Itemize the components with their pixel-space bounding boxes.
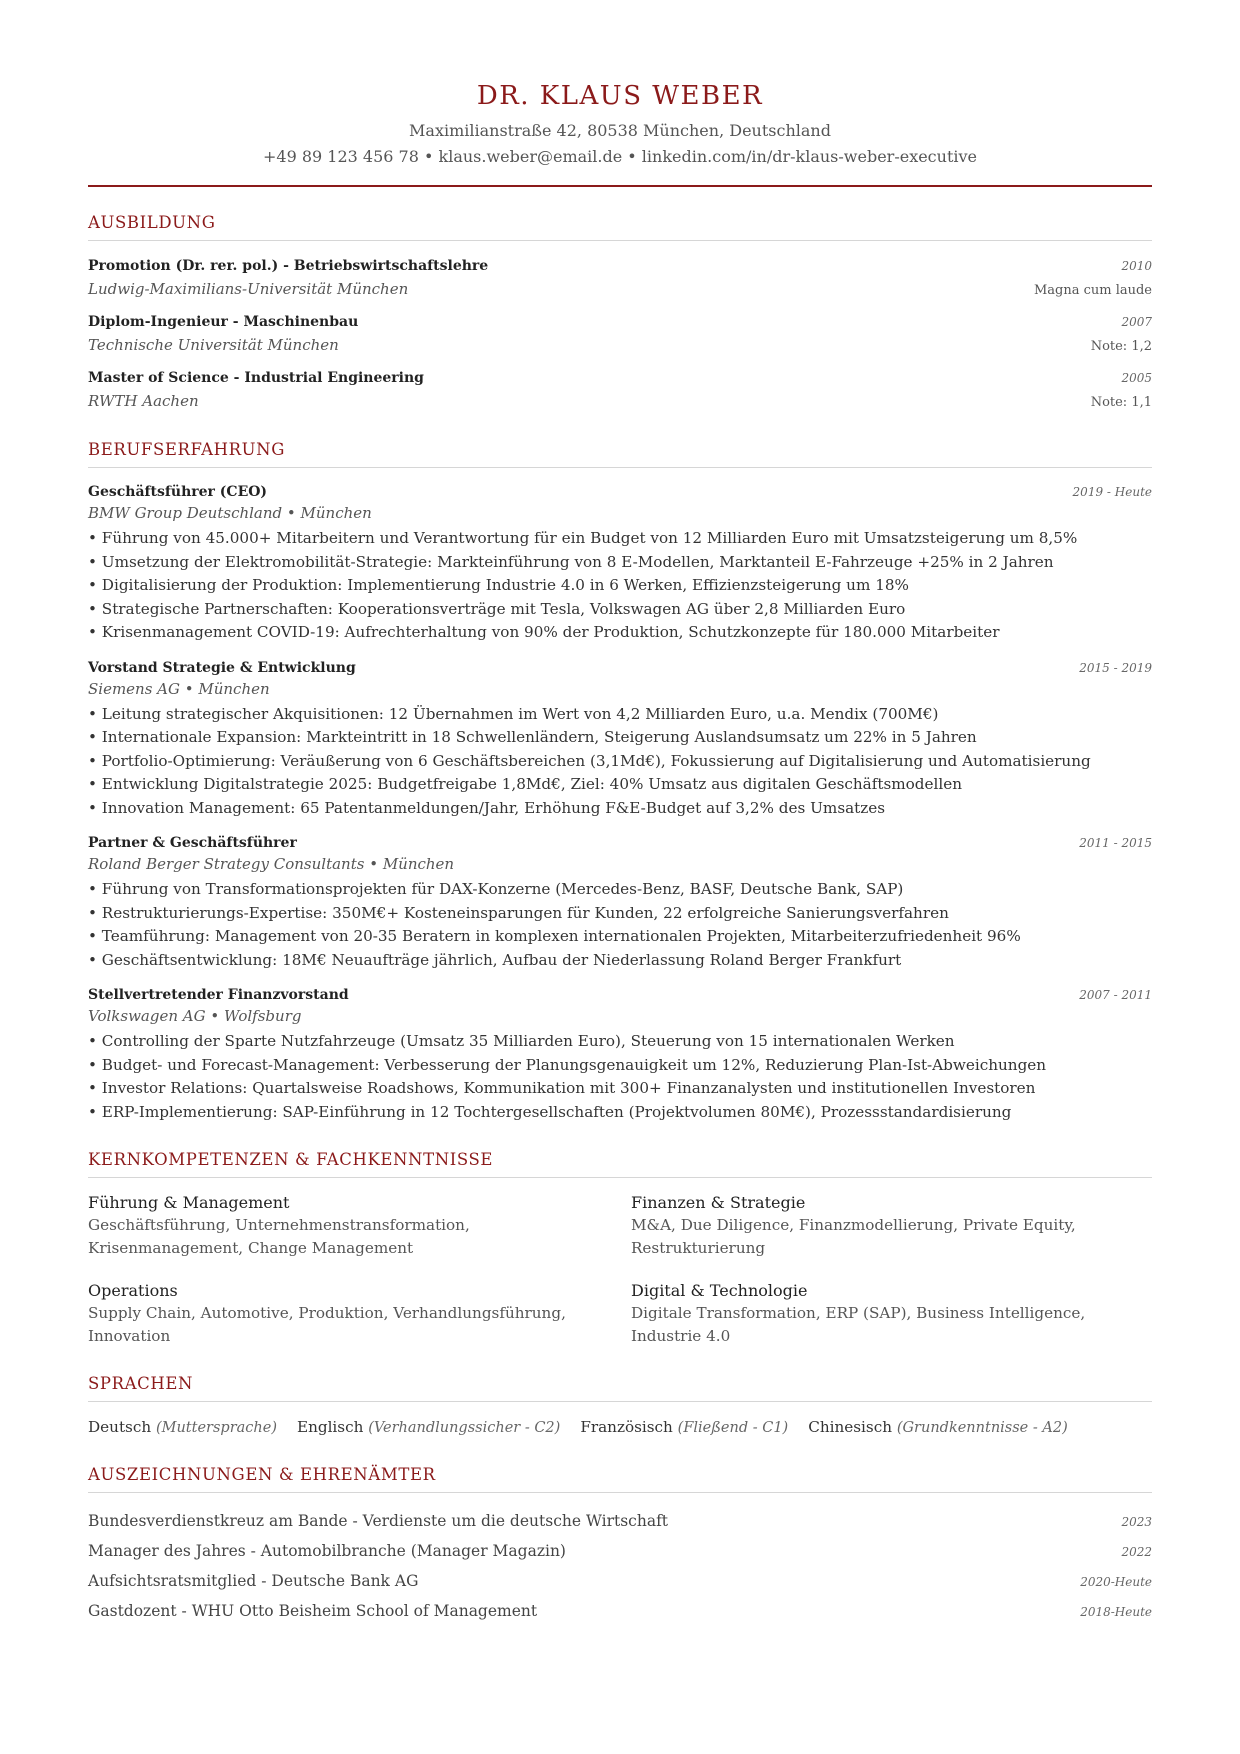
- award-year: 2023: [1121, 1515, 1152, 1529]
- award-year: 2020-Heute: [1080, 1575, 1152, 1589]
- job-company: Roland Berger Strategy Consultants • München: [88, 855, 455, 873]
- grade-note: Note: 1,2: [1090, 339, 1152, 354]
- skill-group-title: Führung & Management: [88, 1193, 290, 1212]
- language-level: (Verhandlungssicher - C2): [368, 1420, 561, 1436]
- award-title: Bundesverdienstkreuz am Bande - Verdienste um die deutsche Wirtschaft: [88, 1512, 669, 1530]
- skills-section: [88, 1149, 1152, 1368]
- language-item: [580, 1416, 788, 1439]
- skill-group-title: Operations: [88, 1281, 178, 1300]
- skill-group-title: Finanzen & Strategie: [631, 1193, 806, 1212]
- bullet-item: • Innovation Management: 65 Patentanmeldungen/Jahr, Erhöhung F&E-Budget auf 3,2% des Umsatzes: [88, 798, 886, 817]
- job-role: Geschäftsführer (CEO): [88, 484, 268, 500]
- resume-header: [88, 0, 1152, 187]
- bullet-item: • Umsetzung der Elektromobilität-Strategie: Markteinführung von 8 E-Modellen, Marktanteil E-Fahrzeuge +25% in 2 Jahren: [88, 552, 1054, 571]
- language-level: (Muttersprache): [155, 1420, 277, 1436]
- section-title-skills: KERNKOMPETENZEN & FACHKENNTNISSE: [88, 1149, 1152, 1178]
- job-bullets: [88, 878, 1152, 972]
- skill-group: [631, 1280, 1152, 1348]
- school: Technische Universität München: [88, 336, 339, 354]
- job-company: Siemens AG • München: [88, 679, 270, 698]
- language-name: Deutsch: [88, 1418, 152, 1436]
- award-item: [88, 1597, 1152, 1627]
- skill-group: [88, 1280, 609, 1348]
- job-entry: [88, 657, 1152, 821]
- grade-note: Magna cum laude: [1033, 283, 1152, 298]
- language-name: Englisch: [296, 1418, 364, 1436]
- education-entry: [88, 255, 1152, 302]
- language-level: (Fließend - C1): [677, 1420, 789, 1436]
- skill-group-items: Supply Chain, Automotive, Produktion, Verhandlungsführung, Innovation: [88, 1304, 566, 1345]
- languages-section: [88, 1373, 1152, 1439]
- education-entry: [88, 311, 1152, 358]
- award-year: 2018-Heute: [1080, 1605, 1152, 1619]
- bullet-item: • Krisenmanagement COVID-19: Aufrechterhaltung von 90% der Produktion, Schutzkonzepte für 180.000 Mitarbeiter: [88, 623, 1000, 641]
- bullet-item: • Führung von Transformationsprojekten für DAX-Konzerne (Mercedes-Benz, BASF, Deutsche Bank, SAP): [88, 880, 904, 898]
- award-year: 2022: [1121, 1545, 1152, 1559]
- bullet-item: • Teamführung: Management von 20-35 Beratern in komplexen internationalen Projekten, Mitarbeiterzufriedenheit 96%: [88, 927, 1021, 945]
- job-bullets: [88, 703, 1152, 821]
- bullet-item: • Führung von 45.000+ Mitarbeitern und Verantwortung für ein Budget von 12 Milliarden Euro mit Umsatzsteigerung um 8,5%: [88, 529, 1078, 547]
- job-role: Vorstand Strategie & Entwicklung: [88, 659, 356, 676]
- school: RWTH Aachen: [88, 392, 199, 410]
- education-section: [88, 212, 1152, 414]
- language-item: [808, 1416, 1068, 1439]
- bullet-item: • Internationale Expansion: Markteintritt in 18 Schwellenländern, Steigerung Auslandsumsatz um 22% in 5 Jahren: [88, 728, 977, 746]
- year: 2010: [1121, 259, 1152, 273]
- job-bullets: [88, 527, 1152, 645]
- section-title-experience: BERUFSERFAHRUNG: [88, 439, 1152, 468]
- bullet-item: • Digitalisierung der Produktion: Implementierung Industrie 4.0 in 6 Werken, Effizienzsteigerung um 18%: [88, 576, 909, 594]
- award-title: Gastdozent - WHU Otto Beisheim School of Management: [88, 1602, 538, 1620]
- job-entry: [88, 984, 1152, 1124]
- education-entry: [88, 367, 1152, 414]
- award-item: [88, 1567, 1152, 1597]
- skill-group-items: Geschäftsführung, Unternehmenstransformation, Krisenmanagement, Change Management: [88, 1216, 470, 1257]
- candidate-name: DR. KLAUS WEBER: [476, 81, 764, 111]
- degree: Diplom-Ingenieur - Maschinenbau: [88, 314, 359, 330]
- award-item: [88, 1537, 1152, 1567]
- school: Ludwig-Maximilians-Universität München: [88, 280, 409, 298]
- skill-group: [631, 1192, 1152, 1260]
- award-title: Manager des Jahres - Automobilbranche (Manager Magazin): [88, 1542, 566, 1560]
- year: 2007: [1121, 315, 1152, 329]
- job-company: Volkswagen AG • Wolfsburg: [88, 1007, 302, 1025]
- job-period: 2011 - 2015: [1079, 836, 1152, 850]
- section-title-awards: AUSZEICHNUNGEN & EHRENÄMTER: [88, 1464, 1152, 1493]
- language-name: Französisch: [580, 1418, 673, 1436]
- degree: Master of Science - Industrial Engineering: [88, 370, 424, 386]
- bullet-item: • Strategische Partnerschaften: Kooperationsverträge mit Tesla, Volkswagen AG über 2,8 Milliarden Euro: [88, 599, 906, 618]
- section-title-languages: SPRACHEN: [88, 1373, 1152, 1402]
- job-entry: [88, 832, 1152, 972]
- skill-group-items: Digitale Transformation, ERP (SAP), Business Intelligence, Industrie 4.0: [631, 1304, 1086, 1345]
- language-item: [297, 1416, 560, 1439]
- skill-group-title: Digital & Technologie: [631, 1281, 808, 1300]
- job-period: 2007 - 2011: [1079, 988, 1152, 1002]
- skill-group-items: M&A, Due Diligence, Finanzmodellierung, Private Equity, Restrukturierung: [631, 1216, 1076, 1257]
- job-entry: [88, 481, 1152, 645]
- award-title: Aufsichtsratsmitglied - Deutsche Bank AG: [88, 1572, 419, 1590]
- bullet-item: • Geschäftsentwicklung: 18M€ Neuaufträge jährlich, Aufbau der Niederlassung Roland Berger Frankfurt: [88, 950, 902, 969]
- language-name: Chinesisch: [808, 1418, 892, 1436]
- bullet-item: • Investor Relations: Quartalsweise Roadshows, Kommunikation mit 300+ Finanzanalysten und institutionellen Investoren: [88, 1079, 1036, 1097]
- year: 2005: [1121, 371, 1152, 385]
- job-period: 2019 - Heute: [1072, 485, 1152, 499]
- job-company: BMW Group Deutschland • München: [88, 504, 372, 522]
- award-item: [88, 1507, 1152, 1537]
- header-divider: [88, 185, 1152, 187]
- contact-line: +49 89 123 456 78 • klaus.weber@email.de • linkedin.com/in/dr-klaus-weber-executive: [262, 147, 977, 166]
- bullet-item: • Entwicklung Digitalstrategie 2025: Budgetfreigabe 1,8Md€, Ziel: 40% Umsatz aus digitalen Geschäftsmodellen: [88, 775, 962, 793]
- skill-group: [88, 1192, 609, 1260]
- bullet-item: • Budget- und Forecast-Management: Verbesserung der Planungsgenauigkeit um 12%, Reduzierung Plan-Ist-Abweichungen: [88, 1055, 1047, 1074]
- degree: Promotion (Dr. rer. pol.) - Betriebswirtschaftslehre: [88, 258, 489, 274]
- language-level: (Grundkenntnisse - A2): [896, 1420, 1068, 1436]
- job-period: 2015 - 2019: [1079, 660, 1152, 675]
- experience-section: [88, 439, 1152, 1124]
- awards-section: [88, 1464, 1152, 1627]
- bullet-item: • Restrukturierungs-Expertise: 350M€+ Kosteneinsparungen für Kunden, 22 erfolgreiche Sanierungsverfahren: [88, 903, 949, 922]
- address: Maximilianstraße 42, 80538 München, Deutschland: [409, 121, 831, 140]
- bullet-item: • Portfolio-Optimierung: Veräußerung von 6 Geschäftsbereichen (3,1Md€), Fokussierung auf Digitalisierung und Automatisierung: [88, 751, 1091, 770]
- bullet-item: • ERP-Implementierung: SAP-Einführung in 12 Tochtergesellschaften (Projektvolumen 80M€), Prozessstandardisierung: [88, 1102, 1012, 1121]
- job-bullets: [88, 1030, 1152, 1124]
- job-role: Partner & Geschäftsführer: [88, 835, 297, 851]
- bullet-item: • Leitung strategischer Akquisitionen: 12 Übernahmen im Wert von 4,2 Milliarden Euro, u.a. Mendix (700M€): [88, 704, 939, 723]
- bullet-item: • Controlling der Sparte Nutzfahrzeuge (Umsatz 35 Milliarden Euro), Steuerung von 15 internationalen Werken: [88, 1032, 955, 1050]
- grade-note: Note: 1,1: [1090, 395, 1152, 410]
- language-item: [88, 1416, 277, 1439]
- job-role: Stellvertretender Finanzvorstand: [88, 987, 349, 1003]
- section-title-education: AUSBILDUNG: [88, 212, 1152, 241]
